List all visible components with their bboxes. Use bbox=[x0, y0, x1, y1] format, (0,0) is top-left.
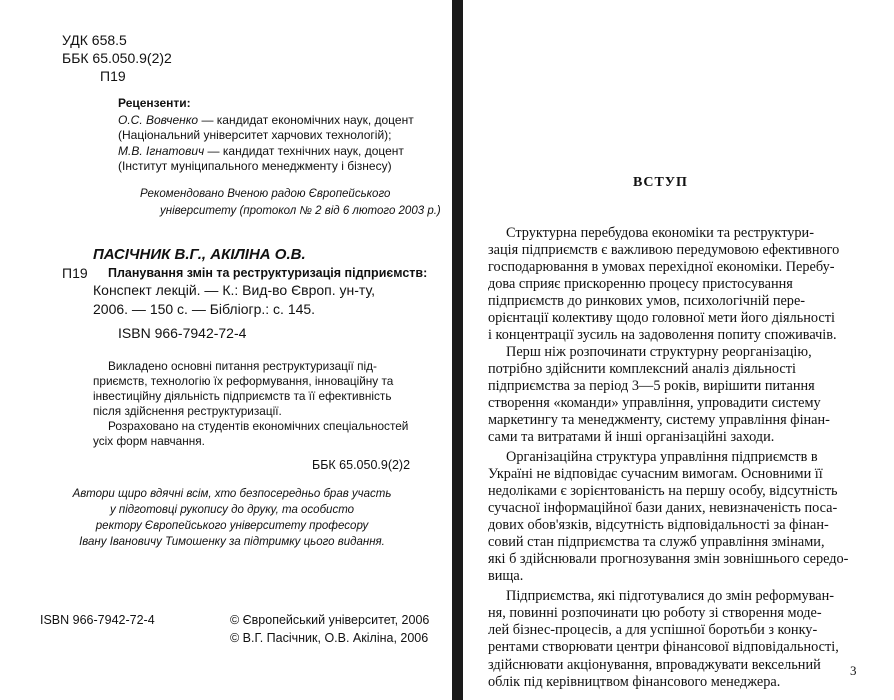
bbk-bottom: ББК 65.050.9(2)2 bbox=[312, 458, 411, 472]
text-line: Україні не відповідає сучасним вимогам. Основними її bbox=[488, 466, 823, 482]
text-line: дових обов'язків, відсутність відповідальності за фінан- bbox=[488, 517, 829, 533]
text-line: совий стан підприємства та служб управління змінами, bbox=[488, 534, 825, 550]
text-line: сучасної інформаційної бази даних, невизначеність поса- bbox=[488, 500, 838, 516]
reviewers-heading: Рецензенти: bbox=[118, 96, 191, 110]
copyright-line-1: © Європейський університет, 2006 bbox=[230, 613, 430, 627]
text-line: потрібно здійснити комплексний аналіз діяльності bbox=[488, 361, 796, 377]
text-line: сами та витратами й інші організаційні заходи. bbox=[488, 429, 775, 445]
text-line: дова сприяє прискоренню процесу пристосування bbox=[488, 276, 793, 292]
book-spine-gutter bbox=[452, 0, 463, 700]
recommendation-line-1: Рекомендовано Вченою радою Європейського bbox=[140, 188, 391, 200]
reviewer-2-org: (Інститут муніципального менеджменту і бізнесу) bbox=[118, 159, 392, 173]
text-line: Підприємства, які підготувалися до змін реформуван- bbox=[506, 588, 835, 605]
text-line: які б здійснювали прогнозування змін зовнішнього середо- bbox=[488, 551, 849, 567]
text-line: і концентрації зусиль на задоволення попиту споживачів. bbox=[488, 327, 837, 343]
text-line: недоліками є зорієнтованість на першу особу, відсутність bbox=[488, 483, 838, 499]
annotation-line-2: приємств, технологію їх реформування, інноваційну та bbox=[93, 374, 394, 388]
text-line: орієнтації колективу щодо головної мети його діяльності bbox=[488, 310, 835, 326]
text-line: підприємства за період 3—5 років, вирішити питання bbox=[488, 378, 815, 394]
reviewer-1-name: О.С. Вовченко bbox=[118, 113, 199, 127]
text-line: рентами створювати центри фінансової відповідальності, bbox=[488, 639, 839, 656]
text-line: господарювання в умовах перехідної економіки. Перебу- bbox=[488, 259, 835, 275]
book-authors: ПАСІЧНИК В.Г., АКІЛІНА О.В. bbox=[93, 246, 306, 263]
author-sign: П19 bbox=[100, 68, 126, 84]
thanks-line-3: ректору Європейського університету професору bbox=[95, 520, 369, 532]
reviewer-2-role: — кандидат технічних наук, доцент bbox=[204, 144, 404, 158]
text-line: маркетингу та менеджменту, систему управління фінан- bbox=[488, 412, 830, 428]
text-line: ня, повинні розпочинати цю роботу зі створення моде- bbox=[488, 605, 822, 622]
text-line: облік під керівництвом фінансового менеджера. bbox=[488, 673, 781, 690]
thanks-line-2: у підготовці рукопису до друку, та особисто bbox=[109, 504, 355, 516]
bib-line-1: Конспект лекцій. — К.: Вид-во Європ. ун-ту, bbox=[93, 282, 375, 298]
reviewer-2 bbox=[118, 144, 404, 160]
footer-isbn: ISBN 966-7942-72-4 bbox=[40, 613, 155, 627]
copyright-line-2: © В.Г. Пасічник, О.В. Акіліна, 2006 bbox=[230, 631, 429, 645]
audience-line-1: Розраховано на студентів економічних спеціальностей bbox=[108, 419, 409, 433]
reviewer-1-role: — кандидат економічних наук, доцент bbox=[198, 113, 414, 127]
text-line: Перш ніж розпочинати структурну реорганізацію, bbox=[506, 344, 812, 360]
text-line: підприємств до ринкових умов, психологічній пере- bbox=[488, 293, 806, 309]
reviewer-1 bbox=[118, 113, 414, 129]
text-line: вища. bbox=[488, 568, 524, 584]
recommendation-line-2: університету (протокол № 2 від 6 лютого 2003 р.) bbox=[160, 205, 441, 217]
annotation-line-1: Викладено основні питання реструктуризації під- bbox=[108, 359, 377, 373]
thanks-line-4: Івану Івановичу Тимошенку за підтримку цього видання. bbox=[79, 536, 385, 548]
right-page bbox=[463, 0, 894, 700]
reviewer-1-org: (Національний університет харчових технологій); bbox=[118, 128, 392, 142]
book-title: Планування змін та реструктуризація підприємств: bbox=[108, 266, 428, 280]
bbk-code: ББК 65.050.9(2)2 bbox=[62, 50, 172, 66]
bib-line-2: 2006. — 150 с. — Бібліогр.: с. 145. bbox=[93, 301, 316, 317]
udk-code: УДК 658.5 bbox=[62, 32, 127, 48]
text-line: здійснювати акціонування, впроваджувати вексельний bbox=[488, 656, 821, 673]
text-line: Структурна перебудова економіки та реструктури- bbox=[506, 225, 814, 241]
annotation-line-3: інвестиційну діяльність підприємств та її ефективність bbox=[93, 389, 392, 403]
section-heading: ВСТУП bbox=[633, 175, 688, 190]
text-line: створення «команди» управління, упровадити систему bbox=[488, 395, 821, 411]
text-line: лей бізнес-процесів, а для успішної боротьби з конку- bbox=[488, 622, 818, 639]
audience-line-2: усіх форм навчання. bbox=[93, 434, 205, 448]
text-line: зація підприємств є важливою передумовою ефективного bbox=[488, 242, 840, 258]
author-sign-bib: П19 bbox=[62, 265, 88, 281]
page-number: 3 bbox=[850, 663, 857, 678]
annotation-line-4: після здійснення реструктуризації. bbox=[93, 404, 282, 418]
isbn: ISBN 966-7942-72-4 bbox=[118, 325, 247, 341]
thanks-line-1: Автори щиро вдячні всім, хто безпосередньо брав участь bbox=[72, 488, 392, 500]
reviewer-2-name: М.В. Ігнатович bbox=[118, 144, 205, 158]
text-line: Організаційна структура управління підприємств в bbox=[506, 449, 818, 465]
